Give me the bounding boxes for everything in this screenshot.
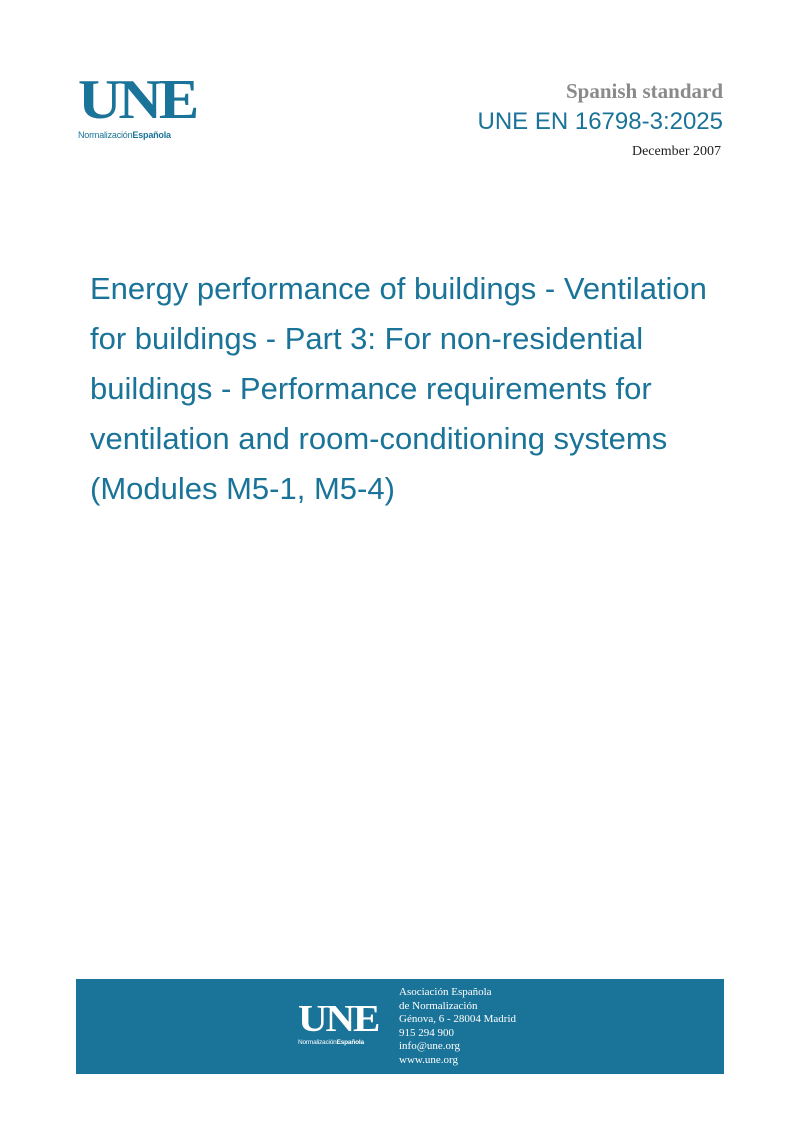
- une-logo: [78, 69, 198, 140]
- standard-date: December 2007: [631, 144, 721, 159]
- address-line-street: Génova, 6 - 28004 Madrid: [399, 1013, 517, 1026]
- address-line-phone: 915 294 900: [399, 1026, 454, 1039]
- title-line: (Modules M5-1, M5-4): [90, 471, 395, 506]
- address-line-org2: de Normalización: [399, 999, 478, 1012]
- une-logo-tagline: [78, 130, 198, 140]
- address-line-website: www.une.org: [399, 1053, 458, 1066]
- footer-tagline-bold: Española: [336, 1039, 364, 1046]
- title-line: buildings - Performance requirements for: [90, 371, 652, 406]
- footer-banner: [76, 979, 724, 1074]
- title-line: ventilation and room-conditioning systems: [90, 421, 668, 456]
- title-line: Energy performance of buildings - Ventilation: [90, 271, 707, 306]
- footer-une-logo: [298, 998, 388, 1046]
- footer-address: [399, 986, 516, 1068]
- tagline-bold: Española: [132, 130, 171, 140]
- footer-logo-letters: UNE: [298, 998, 379, 1040]
- footer-tagline-regular: Normalización: [298, 1039, 337, 1046]
- footer-logo-tagline: [298, 1039, 388, 1046]
- standard-code: UNE EN 16798-3:2025: [477, 108, 723, 135]
- tagline-regular: Normalización: [78, 130, 133, 140]
- standard-header: [478, 78, 723, 162]
- document-title: [90, 264, 770, 514]
- standard-type-label: Spanish standard: [566, 79, 723, 103]
- title-line: for buildings - Part 3: For non-residential: [90, 321, 644, 356]
- address-line-org: Asociación Española: [399, 986, 492, 998]
- une-logo-letters: UNE: [78, 69, 196, 131]
- address-line-email: info@une.org: [399, 1040, 460, 1053]
